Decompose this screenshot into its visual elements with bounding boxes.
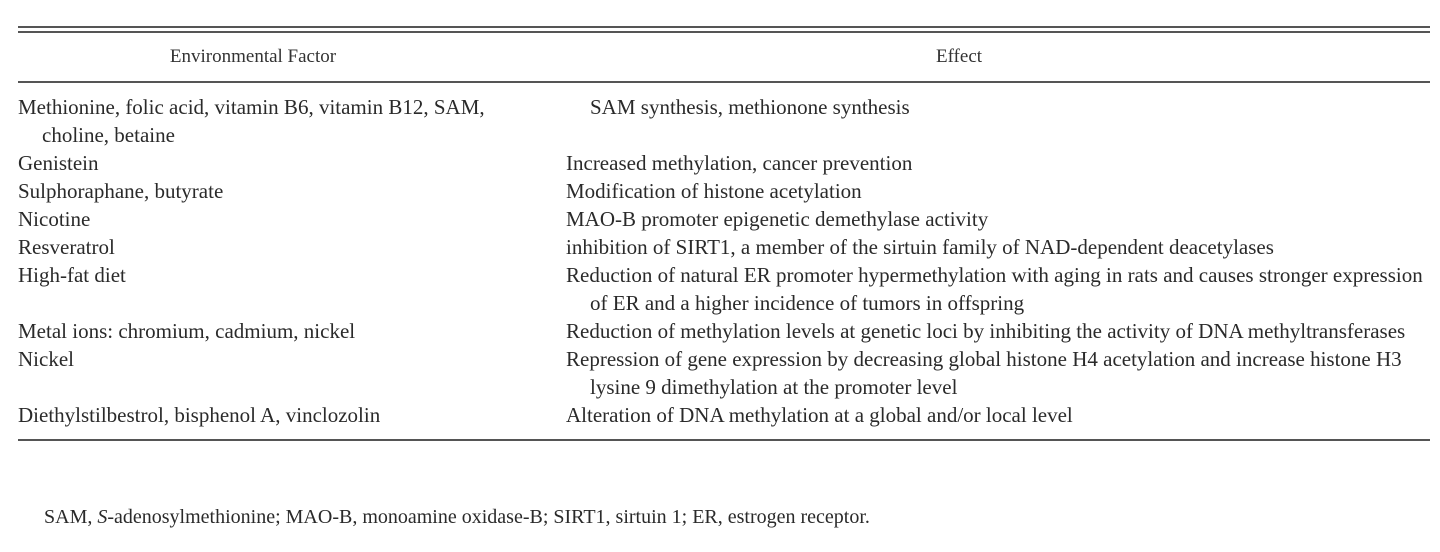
effect-cell: MAO-B promoter epigenetic demethylase activity — [566, 207, 989, 231]
header-environmental-factor: Environmental Factor — [169, 46, 337, 67]
factor-cell: Methionine, folic acid, vitamin B6, vitamin B12, SAM, choline, betaine — [18, 95, 485, 147]
factor-cell: Diethylstilbestrol, bisphenol A, vinclozolin — [18, 403, 381, 427]
effect-cell: Reduction of methylation levels at genetic loci by inhibiting the activity of DNA methyltransferases — [566, 319, 1406, 343]
top-double-rule — [18, 26, 1430, 33]
table-row — [18, 233, 1430, 261]
table-row — [18, 93, 1430, 149]
footnote-prefix: SAM, — [44, 506, 98, 528]
table-row — [18, 177, 1430, 205]
table-row — [18, 317, 1430, 345]
factor-cell: High-fat diet — [18, 263, 126, 287]
factor-cell: Metal ions: chromium, cadmium, nickel — [18, 319, 356, 343]
bottom-rule — [18, 439, 1430, 441]
effect-cell: SAM synthesis, methionone synthesis — [590, 95, 910, 119]
effect-cell: Repression of gene expression by decreasing global histone H4 acetylation and increase histone H3 lysine 9 dimethylation at the promoter level — [566, 347, 1402, 399]
factor-cell: Sulphoraphane, butyrate — [18, 179, 224, 203]
header-effect: Effect — [935, 46, 983, 67]
effect-cell: Alteration of DNA methylation at a global and/or local level — [566, 403, 1073, 427]
factor-cell: Genistein — [18, 151, 99, 175]
effect-cell: Increased methylation, cancer prevention — [566, 151, 913, 175]
factor-cell: Nickel — [18, 347, 74, 371]
table-row — [18, 149, 1430, 177]
factor-cell: Resveratrol — [18, 235, 115, 259]
factor-cell: Nicotine — [18, 207, 91, 231]
data-table — [18, 26, 1430, 441]
effect-cell: inhibition of SIRT1, a member of the sirtuin family of NAD-dependent deacetylases — [566, 235, 1274, 259]
footnote-text: -adenosylmethionine; MAO-B, monoamine oxidase-B; SIRT1, sirtuin 1; ER, estrogen receptor. — [107, 506, 870, 528]
table-header — [18, 33, 1430, 81]
table-row — [18, 345, 1430, 401]
table-row — [18, 205, 1430, 233]
table-body — [18, 83, 1430, 439]
table-row — [18, 401, 1430, 429]
table-footnote — [44, 506, 870, 529]
effect-cell: Reduction of natural ER promoter hypermethylation with aging in rats and causes stronger expression of ER and a higher incidence of tumors in offspring — [566, 263, 1423, 315]
table-row — [18, 261, 1430, 317]
effect-cell: Modification of histone acetylation — [566, 179, 862, 203]
footnote-italic: S — [97, 506, 108, 528]
